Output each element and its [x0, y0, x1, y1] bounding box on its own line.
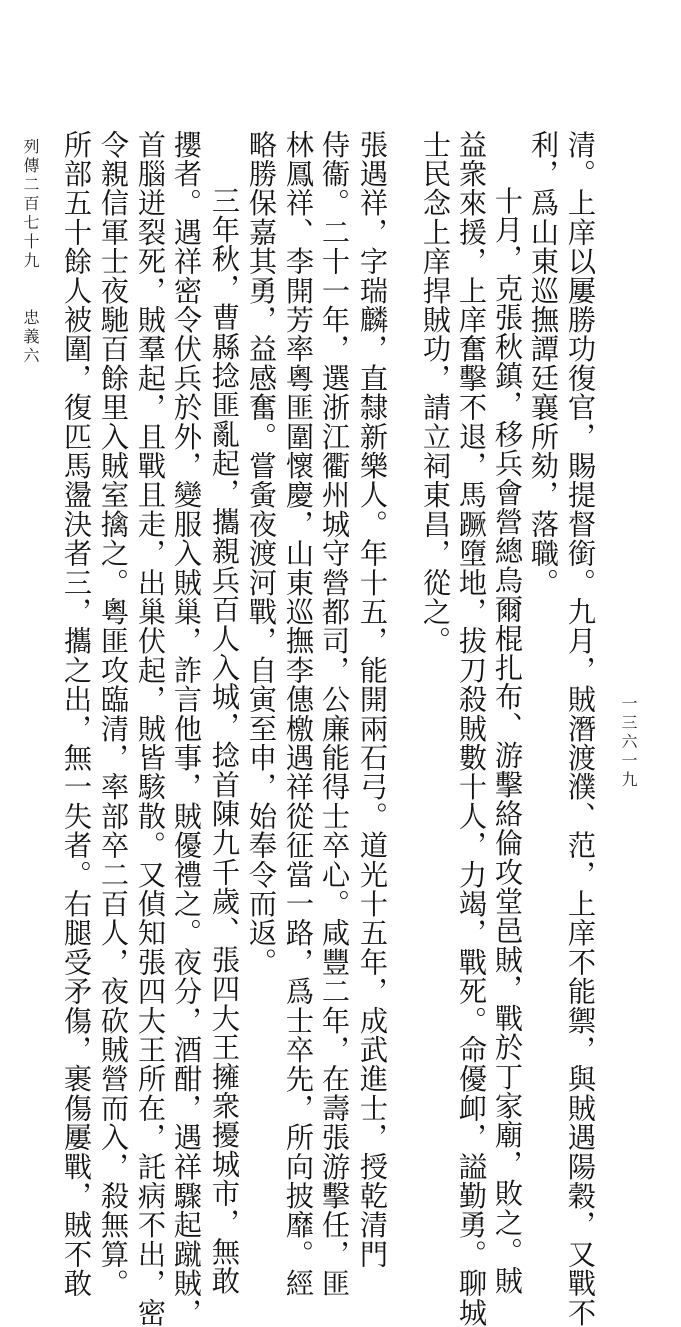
text-column: 益衆來援，上庠奮擊不退，馬蹶墮地，拔刀殺賊數十人，力竭，戰死。命優卹，謚勤勇。聊城: [455, 130, 488, 1327]
text-column: 十月，克張秋鎮，移兵會營總烏爾棍扎布、游擊絡倫攻堂邑賊，戰於丁家廟，敗之。賊: [491, 186, 524, 1296]
text-column: 侍衞。二十一年，選浙江衢州城守營都司，公廉能得士卒心。咸豐二年，在壽張游擊任，匪: [318, 130, 351, 1298]
text-column: 利，爲山東巡撫譚廷襄所劾，落職。: [527, 130, 560, 598]
text-column: 首腦迸裂死，賊羣起，且戰且走，出巢伏起，賊皆駭散。又偵知張四大王所在，託病不出，密: [134, 130, 167, 1327]
text-column: 士民念上庠捍賊功，請立祠東昌，從之。: [419, 130, 452, 656]
text-column: 所部五十餘人被圍，復匹馬盪決者三，攜之出，無一失者。右腿受矛傷，裹傷屢戰，賊不敢: [60, 130, 93, 1298]
text-column: 張遇祥，字瑞麟，直隸新樂人。年十五，能開兩石弓。道光十五年，成武進士，授乾清門: [356, 130, 389, 1269]
text-column: 令親信軍士夜馳百餘里入賊室擒之。粵匪攻臨清，率部卒二百人，夜砍賊營而入，殺無算。: [97, 130, 130, 1298]
running-header: 列傳二百七十九 忠義六: [21, 138, 40, 366]
page-number: 一三六一九: [619, 695, 638, 790]
text-column: 三年秋，曹縣捻匪亂起，攜親兵百人入城，捻首陳九千歲、張四大王擁衆擾城市，無敢: [208, 186, 241, 1296]
text-column: 清。上庠以屢勝功復官，賜提督銜。九月，賊潛渡濮、范，上庠不能禦，與賊遇陽穀，又戰不: [564, 130, 597, 1327]
text-column: 林鳳祥、李開芳率粵匪圍懷慶，山東巡撫李僡檄遇祥從征當一路，爲士卒先，所向披靡。經: [282, 130, 315, 1298]
text-column: 略勝保嘉其勇，益感奮。嘗夤夜渡河戰，自寅至申，始奉令而返。: [245, 130, 278, 977]
text-column: 攖者。遇祥密令伏兵於外，變服入賊巢，詐言他事，賊優禮之。夜分，酒酣，遇祥驟起蹴賊，: [170, 130, 203, 1327]
